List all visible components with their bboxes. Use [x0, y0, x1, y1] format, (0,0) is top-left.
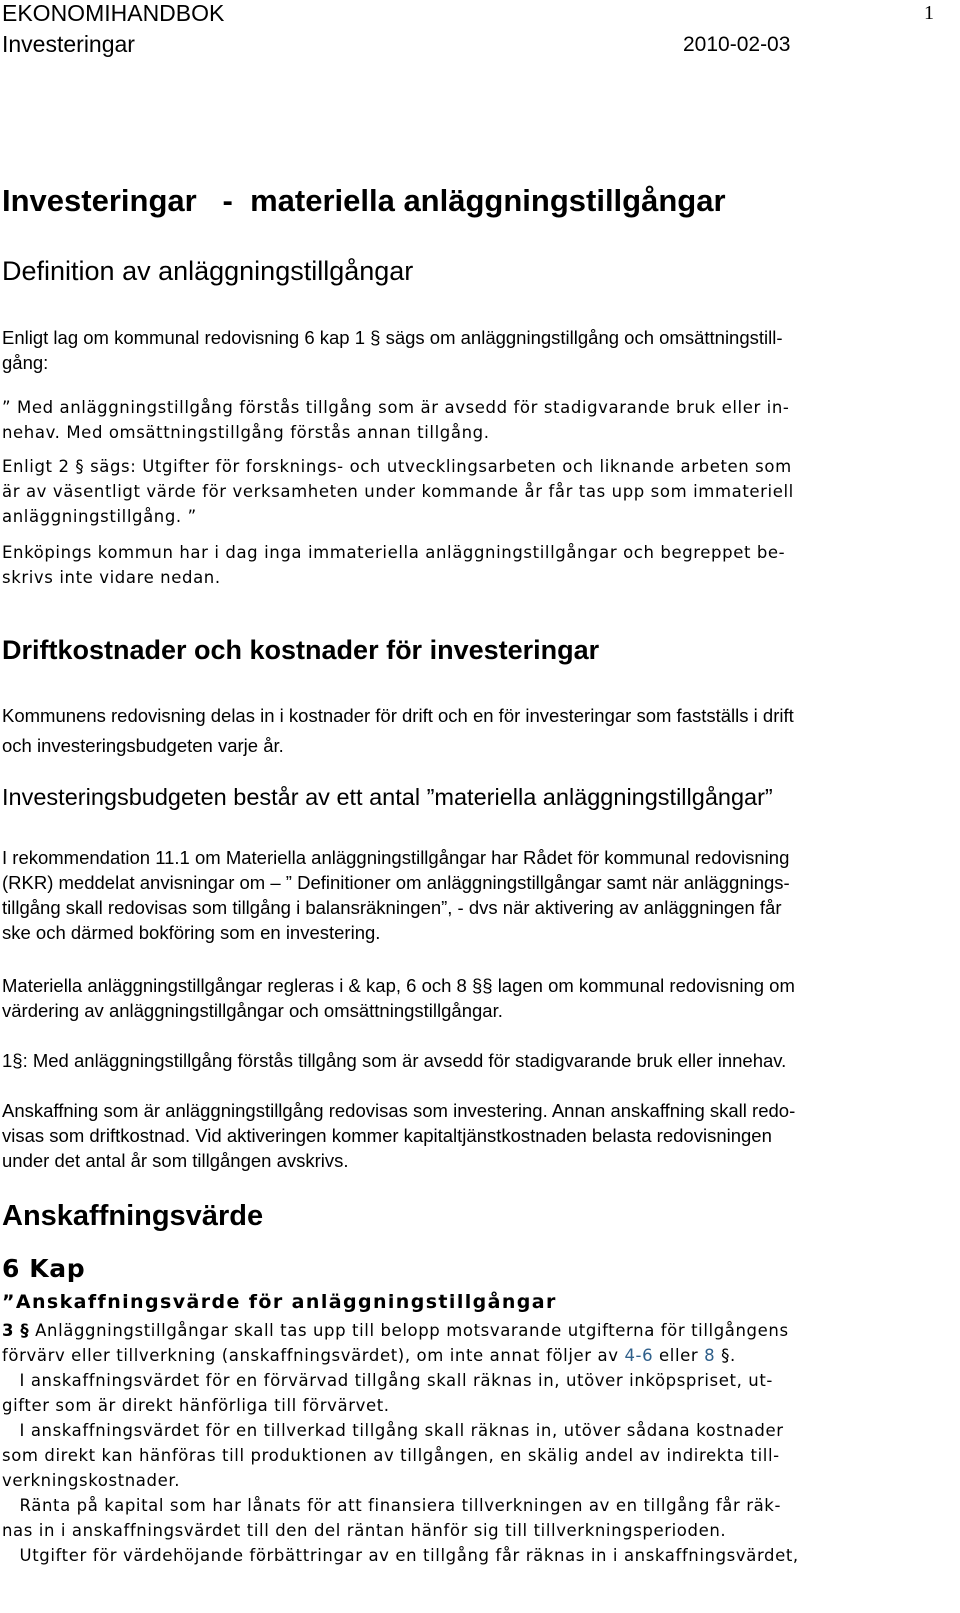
text-line: anläggningstillgång. ” — [2, 507, 197, 526]
text-line: 1§: Med anläggningstillgång förstås tillgång som är avsedd för stadigvarande bruk eller innehav. — [2, 1050, 787, 1071]
text-line: och investeringsbudgeten varje år. — [2, 735, 284, 756]
text-line: Anskaffning som är anläggningstillgång redovisas som investering. Annan anskaffning skall redo- — [2, 1100, 796, 1121]
text-line: ” Med anläggningstillgång förstås tillgång som är avsedd för stadigvarande bruk eller in- — [2, 398, 790, 417]
drift-paragraph — [2, 701, 794, 761]
header-section: Investeringar — [2, 31, 135, 57]
text-line: nas in i anskaffningsvärdet till den del räntan hänför sig till tillverkningsperioden. — [2, 1521, 727, 1540]
text-line: I anskaffningsvärdet för en förvärvad tillgång skall räknas in, utöver inköpspriset, ut- — [2, 1371, 773, 1390]
law-text — [2, 1318, 799, 1568]
text-line: under det antal år som tillgången avskrivs. — [2, 1150, 349, 1171]
law-link-8[interactable]: 8 — [704, 1346, 716, 1365]
text-line: Materiella anläggningstillgångar regleras i & kap, 6 och 8 §§ lagen om kommunal redovisning om — [2, 975, 795, 996]
text-line: Enligt 2 § sägs: Utgifter för forsknings- och utvecklingsarbeten och liknande arbeten som — [2, 457, 792, 476]
text-line: (RKR) meddelat anvisningar om – ” Definitioner om anläggningstillgångar samt när anläggnings- — [2, 872, 790, 893]
law-link-4-6[interactable]: 4-6 — [624, 1346, 654, 1365]
text-line: skrivs inte vidare nedan. — [2, 568, 221, 587]
text-line: Enköpings kommun har i dag inga immateriella anläggningstillgångar och begreppet be- — [2, 543, 786, 562]
text-line: Enligt lag om kommunal redovisning 6 kap 1 § sägs om anläggningstillgång och omsättningstill- — [2, 327, 783, 348]
drift-heading: Driftkostnader och kostnader för investeringar — [2, 635, 600, 665]
text-line: ske och därmed bokföring som en investering. — [2, 922, 381, 943]
text-line — [2, 1343, 799, 1368]
text-line: gång: — [2, 352, 49, 373]
definition-intro — [2, 325, 783, 375]
text-line: I rekommendation 11.1 om Materiella anläggningstillgångar har Rådet för kommunal redovisning — [2, 847, 790, 868]
text-line: tillgång skall redovisas som tillgång i balansräkningen”, - dvs när aktivering av anläggningen får — [2, 897, 782, 918]
law-subheading: ”Anskaffningsvärde för anläggningstillgångar — [2, 1291, 557, 1313]
text-line: gifter som är direkt hänförliga till förvärvet. — [2, 1396, 390, 1415]
budget-heading: Investeringsbudgeten består av ett antal ”materiella anläggningstillgångar” — [2, 784, 773, 810]
definition-note — [2, 540, 785, 590]
header-company: EKONOMIHANDBOK — [2, 0, 225, 26]
text-line — [2, 1318, 799, 1343]
text-line: är av väsentligt värde för verksamheten under kommande år får tas upp som immateriell — [2, 482, 794, 501]
section-number: 3 § — [2, 1321, 30, 1340]
definition-heading: Definition av anläggningstillgångar — [2, 256, 414, 286]
text-line: Utgifter för värdehöjande förbättringar av en tillgång får räknas in i anskaffningsvärdet, — [2, 1546, 799, 1565]
text-line: Ränta på kapital som har lånats för att finansiera tillverkningen av en tillgång får räk- — [2, 1496, 782, 1515]
text-line: verkningskostnader. — [2, 1471, 181, 1490]
page-title: Investeringar - materiella anläggningstillgångar — [2, 183, 726, 218]
text-line: som direkt kan hänföras till produktionen av tillgången, en skälig andel av indirekta till- — [2, 1446, 780, 1465]
text-span: §. — [715, 1346, 736, 1365]
law-quote-1 — [2, 395, 789, 445]
law-quote-2 — [2, 454, 794, 529]
budget-paragraph-4 — [2, 1098, 795, 1173]
text-line: visas som driftkostnad. Vid aktiveringen kommer kapitaltjänstkostnaden belasta redovisningen — [2, 1125, 772, 1146]
budget-paragraph-1 — [2, 845, 790, 945]
text-line: värdering av anläggningstillgångar och omsättningstillgångar. — [2, 1000, 503, 1021]
text-line: nehav. Med omsättningstillgång förstås annan tillgång. — [2, 423, 490, 442]
text-line: I anskaffningsvärdet för en tillverkad tillgång skall räknas in, utöver sådana kostnader — [2, 1421, 784, 1440]
budget-paragraph-3 — [2, 1048, 786, 1073]
budget-paragraph-2 — [2, 973, 795, 1023]
anskaffning-heading: Anskaffningsvärde — [2, 1200, 264, 1232]
page-number: 1 — [924, 2, 934, 24]
chapter-heading: 6 Kap — [2, 1254, 86, 1283]
text-span: förvärv eller tillverkning (anskaffningsvärdet), om inte annat följer av — [2, 1346, 625, 1365]
header-date: 2010-02-03 — [683, 33, 791, 56]
text-span: Anläggningstillgångar skall tas upp till belopp motsvarande utgifterna för tillgångens — [35, 1321, 789, 1340]
text-span: eller — [653, 1346, 705, 1365]
text-line: Kommunens redovisning delas in i kostnader för drift och en för investeringar som fastställs i drift — [2, 705, 794, 726]
